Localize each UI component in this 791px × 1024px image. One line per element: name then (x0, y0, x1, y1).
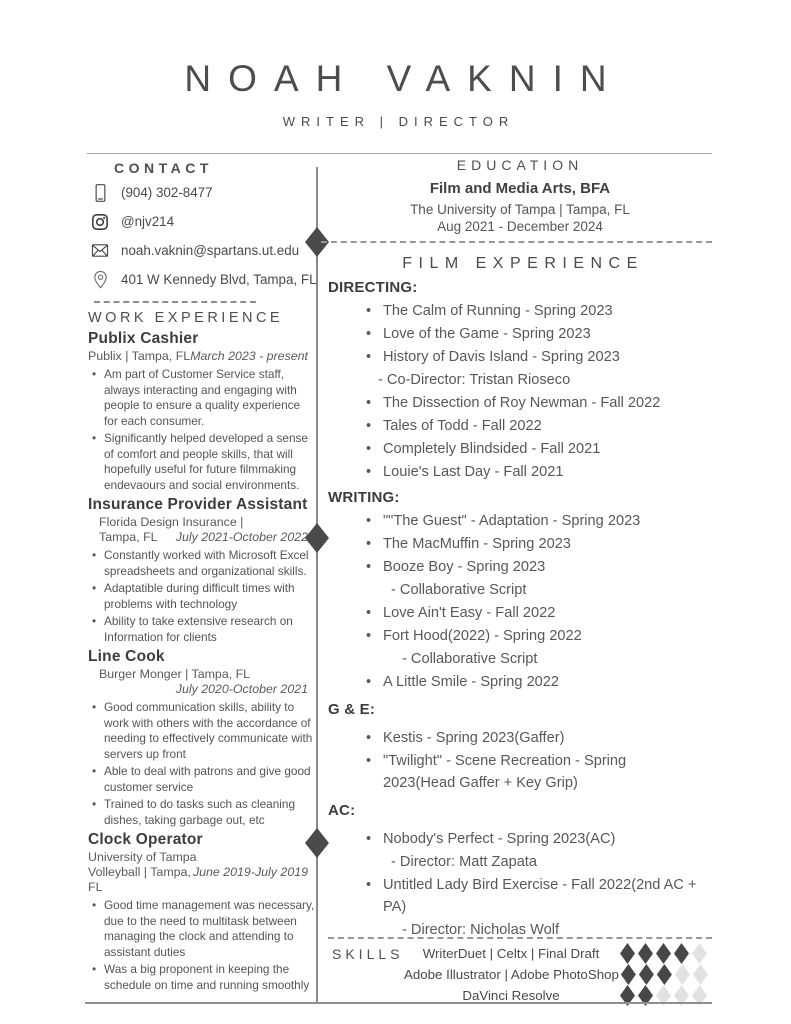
contact-text: 401 W Kennedy Blvd, Tampa, FL (121, 272, 317, 287)
skill-row (404, 943, 712, 964)
job-bullet-item: • Constantly worked with Microsoft Excel spreadsheets and organizational skills. (88, 548, 317, 579)
film-sections (328, 278, 712, 941)
job-meta-line (88, 850, 317, 865)
film-section-heading: G & E: (328, 701, 376, 718)
skill-rating (621, 964, 713, 985)
rating-diamond-empty (693, 964, 708, 985)
work-experience-heading: WORK EXPERIENCE (88, 310, 284, 326)
film-credit: • Untitled Lady Bird Exercise - Fall 2022(2nd AC + PA) (328, 874, 712, 918)
job-org: Publix | Tampa, FL (88, 349, 191, 363)
film-credit: • The MacMuffin - Spring 2023 (328, 533, 712, 555)
film-credit: • History of Davis Island - Spring 2023 (328, 346, 712, 368)
skill-label: Adobe Illustrator | Adobe PhotoShop (404, 967, 619, 982)
rating-diamond-filled (656, 943, 671, 964)
job-meta-line (88, 865, 317, 895)
education-degree: Film and Media Arts, BFA (429, 180, 611, 197)
film-credit: • A Little Smile - Spring 2022 (328, 671, 712, 693)
film-credit: • Tales of Todd - Fall 2022 (328, 415, 712, 437)
skills-body (328, 943, 712, 1006)
rating-diamond-filled (621, 964, 636, 985)
contact-item (88, 209, 317, 234)
contact-list (88, 180, 317, 292)
job-list (88, 329, 317, 993)
person-name: NOAH VAKNIN (184, 58, 624, 99)
job-date: July 2021-October 2022 (175, 530, 308, 544)
skill-label: DaVinci Resolve (462, 988, 560, 1003)
film-credit: • Love of the Game - Spring 2023 (328, 323, 712, 345)
film-credit: • Love Ain't Easy - Fall 2022 (328, 602, 712, 624)
job-bullet-item: • Was a big proponent in keeping the schedule on time and running smoothly (88, 962, 317, 993)
film-credit: • The Dissection of Roy Newman - Fall 2022 (328, 392, 712, 414)
right-column (328, 155, 712, 1015)
person-role: WRITER | DIRECTOR (282, 114, 515, 129)
contact-text: noah.vaknin@spartans.ut.edu (121, 243, 300, 258)
rating-diamond-filled (639, 964, 654, 985)
job-bullet-item: • Significantly helped developed a sense of comfort and people skills, that will hopefully useful for future filmmaking endevaours and social environments. (88, 431, 317, 493)
job-bullet-item: • Ability to take extensive research on Information for clients (88, 614, 317, 645)
job-bullet-item: • Good communication skills, ability to work with others with the accordance of needing to effectively communicate with servers up front (88, 700, 317, 762)
location-icon (88, 267, 112, 292)
job-date: July 2020-October 2021 (175, 682, 308, 696)
rating-diamond-filled (674, 943, 689, 964)
contact-dashed-rule (94, 301, 256, 303)
film-credit: • The Calm of Running - Spring 2023 (328, 300, 712, 322)
rating-diamond-filled (657, 964, 672, 985)
job-org: Volleyball | Tampa, FL (88, 865, 191, 894)
skills-dashed-rule (328, 937, 712, 939)
job-title: Clock Operator (88, 831, 203, 848)
film-section (328, 700, 712, 794)
film-credit: - Director: Matt Zapata (391, 854, 537, 870)
job-date: June 2019-July 2019 (192, 865, 308, 879)
job-meta-line (88, 682, 317, 697)
job-title: Line Cook (88, 648, 165, 665)
skill-rating (620, 943, 712, 964)
film-credit: • Kestis - Spring 2023(Gaffer) (328, 727, 712, 749)
job-bullet-item: • Trained to do tasks such as cleaning dishes, taking garbage out, etc (88, 797, 317, 828)
education-school: The University of Tampa | Tampa, FL (410, 202, 630, 217)
rating-diamond-filled (620, 943, 635, 964)
film-section (328, 278, 712, 483)
job-meta-line (88, 530, 317, 545)
film-credit: • "Twilight" - Scene Recreation - Spring 2023(Head Gaffer + Key Grip) (328, 750, 712, 794)
job-meta-line (88, 349, 317, 364)
skill-label: WriterDuet | Celtx | Final Draft (422, 946, 600, 961)
film-credit: - Collaborative Script (391, 582, 527, 598)
film-credit: - Co-Director: Tristan Rioseco (378, 372, 571, 388)
job-title: Publix Cashier (88, 330, 199, 347)
film-credit: • Completely Blindsided - Fall 2021 (328, 438, 712, 460)
job-org: University of Tampa (88, 850, 197, 864)
contact-item (88, 238, 317, 263)
film-credit: • Fort Hood(2022) - Spring 2022 (328, 625, 712, 647)
film-section-heading: WRITING: (328, 489, 400, 506)
job-bullet-list (88, 367, 317, 493)
job-bullet-item: • Adaptatible during difficult times with problems with technology (88, 581, 317, 612)
job-meta-line (88, 667, 317, 682)
left-column (88, 160, 317, 995)
job-org: Florida Design Insurance | (99, 515, 244, 529)
header-rule (87, 153, 712, 154)
education-heading: EDUCATION (456, 157, 584, 173)
phone-icon (88, 180, 112, 205)
job-bullet-item: • Good time management was necessary, due to the need to multitask between managing the clock and attending to assistant duties (88, 898, 317, 960)
film-section (328, 801, 712, 941)
skill-lines (404, 943, 712, 1006)
film-experience-heading: FILM EXPERIENCE (402, 255, 644, 272)
job-org: Burger Monger | Tampa, FL (99, 667, 251, 681)
job-meta-line (88, 515, 317, 530)
job-bullet-list (88, 548, 317, 645)
job-bullet-list (88, 700, 317, 828)
film-section (328, 488, 712, 693)
job-date: March 2023 - present (190, 349, 308, 363)
rating-diamond-filled (638, 943, 653, 964)
job-bullet-item: • Am part of Customer Service staff, always interacting and engaging with people to ensure a quality experience for each consumer. (88, 367, 317, 429)
contact-item (88, 180, 317, 205)
rating-diamond-empty (692, 943, 707, 964)
contact-text: (904) 302-8477 (121, 185, 213, 200)
footer-rule (85, 1002, 712, 1004)
job-bullet-item: • Able to deal with patrons and give good customer service (88, 764, 317, 795)
film-credit: • ""The Guest" - Adaptation - Spring 2023 (328, 510, 712, 532)
contact-heading: CONTACT (114, 160, 213, 176)
skills-heading: SKILLS (332, 946, 404, 962)
job-title: Insurance Provider Assistant (88, 496, 308, 513)
film-credit: • Nobody's Perfect - Spring 2023(AC) (328, 828, 712, 850)
instagram-icon (88, 209, 112, 234)
skills-section (328, 937, 712, 1006)
rating-diamond-empty (675, 964, 690, 985)
education-dates: Aug 2021 - December 2024 (437, 219, 603, 234)
job-bullet-list (88, 898, 317, 993)
film-credit: - Collaborative Script (402, 651, 538, 667)
film-credit: • Booze Boy - Spring 2023 (328, 556, 712, 578)
film-credit: • Louie's Last Day - Fall 2021 (328, 461, 712, 483)
skill-row (404, 964, 712, 985)
contact-text: @njv214 (121, 214, 175, 229)
film-section-heading: AC: (328, 802, 356, 819)
email-icon (88, 238, 112, 263)
job-org: Tampa, FL (99, 530, 158, 544)
film-credit: - Director: Nicholas Wolf (402, 922, 560, 938)
contact-item (88, 267, 317, 292)
film-section-heading: DIRECTING: (328, 279, 418, 296)
